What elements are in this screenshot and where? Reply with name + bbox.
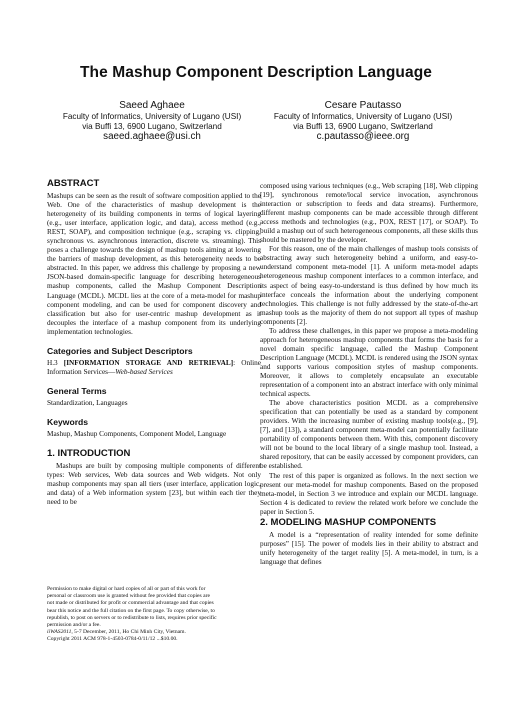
introduction-text: Mashups are built by composing multiple components of different types: Web services, Web data sources and Web widgets. Not only mashup components may span all tiers (user interface, application logic, and data) of a Web information system [23], but within each tier they need to be [47,461,261,507]
author-email: c.pautasso@ieee.org [316,131,410,142]
keywords-heading: Keywords [47,416,89,427]
section-2-text: A model is a “representation of reality intended for some definite purposes” [15]. The power of models lies in their ability to abstract and unify heterogeneity of the target reality [5]. A meta-model, in turn, is a language that defines [260,530,478,566]
body-paragraph: The rest of this paper is organized as follows. In the next section we present our meta-model for mashup components. Based on the proposed meta-model, in Section 3 we introduce and explain our MCDL language. Section 4 is dedicated to review the related work before we conclude the paper in Section 5. [260,471,478,516]
categories-heading: Categories and Subject Descriptors [47,345,193,356]
author-affiliation: Faculty of Informatics, University of Lugano (USI) [62,112,242,121]
author-block-1 [52,100,252,143]
keywords-text: Mashup, Mashup Components, Component Model, Language [47,429,227,438]
abstract-heading: ABSTRACT [47,178,100,189]
author-name: Cesare Pautasso [324,100,402,111]
general-terms-heading: General Terms [47,385,107,396]
permission-line: Permission to make digital or hard copies of all or part of this work for [47,586,206,592]
introduction-heading: 1. INTRODUCTION [47,447,131,459]
body-paragraph: To address these challenges, in this paper we propose a meta-modeling approach for heterogeneous mashup components that forms the basis for a novel domain specific language, called the Mashup Component Description Language (MCDL). MCDL is rendered using the JSON syntax and supports various composition styles of mashup components. Moreover, it allows to completely encapsulate an executable representation of a component into an abstract interface with only minimal technical aspects. [260,326,478,399]
categories-text [47,359,261,377]
permission-line: not made or distributed for profit or commercial advantage and that copies [47,600,214,607]
section-2-heading: 2. MODELING MASHUP COMPONENTS [260,516,437,528]
author-affiliation: Faculty of Informatics, University of Lugano (USI) [273,112,453,121]
abstract-text: Mashups can be seen as the result of software composition applied to the Web. One of the characteristics of mashup development is the heterogeneity of its building components in terms of logical layering (e.g., user interface, application logic, and data), access method (e.g., REST, SOAP), and composition technique (e.g., scraping vs. clipping, synchronous vs. asynchronous interaction, discrete vs. streaming). This poses a challenge towards the design of mashup tools aiming at lowering the barriers of mashup development, as this heterogeneity needs to be abstracted. In this paper, we address this challenge by proposing a new JSON-based domain-specific language for describing heterogeneous mashup components, called the Mashup Component Description Language (MCDL). MCDL lies at the core of a meta-model for mashup component modeling, and can be used for component discovery and classification but also for user-centric mashup development as it decouples the interface of a mashup component from its underlying implementation technologies. [47,192,261,336]
general-terms-text: Standardization, Languages [47,398,128,407]
author-address: via Buffi 13, 6900 Lugano, Switzerland [293,121,433,131]
category-code: H.3 [47,358,58,367]
copyright-line: Copyright 2011 ACM 978-1-4503-0784-0/11/12 ...$10.00. [47,636,178,643]
conference-line [47,629,261,636]
author-email: saeed.aghaee@usi.ch [103,131,201,142]
permission-line: permission and/or a fee. [47,622,101,629]
category-bold: [INFORMATION STORAGE AND RETRIEVAL] [63,358,234,367]
permission-line: bear this notice and the full citation on the first page. To copy otherwise, to [47,607,215,614]
body-paragraph: For this reason, one of the main challenges of mashup tools consists of abstracting away such heterogeneity behind a uniform, and easy-to-understand component meta-model [1]. A uniform meta-model adapts heterogeneous mashup component interfaces to a common interface, and its aspect of being easy-to-understand is thus defined by how much its interface conceals the information about the underlying component technologies. This challenge is not fully addressed by the state-of-the-art mashup tools as the majority of them do not support all types of mashup components [2]. [260,245,478,326]
right-column [260,182,478,567]
author-address: via Buffi 13, 6900 Lugano, Switzerland [82,121,222,131]
conference-name: iiWAS2011, [47,629,73,636]
category-italic: Web-based Services [115,367,173,376]
body-paragraph: composed using various techniques (e.g., Web scraping [18], Web clipping [19], synchronous remote/local service invocation, asynchronous interaction or subscription to feeds and data streams). Furthermore, different mashup components can be made accessible through different access methods and technologies (e.g., POX, REST [17], or SOAP). To build a mashup out of such heterogeneous components, all these skills thus should be mastered by the developer. [260,182,478,245]
paper-title: The Mashup Component Description Language [79,64,432,81]
author-block-2 [263,100,463,143]
category-rest: : Online Information Services— [47,358,261,376]
permission-notice [47,586,261,644]
body-paragraph: The above characteristics position MCDL as a comprehensive specification that can potentially be used as a standard by component providers. With the increasing number of existing mashup tools(e.g., [9], [7], and [13]), a standard component meta-model can potentially facilitate portability of components between them. With this, component discovery will not be bound to the local library of a single mashup tool. Instead, a shared repository, that can be easily accessed by component providers, can be established. [260,399,478,471]
permission-line: republish, to post on servers or to redistribute to lists, requires prior specific [47,614,217,621]
author-name: Saeed Aghaee [119,100,185,111]
left-column [47,178,261,507]
permission-line: personal or classroom use is granted without fee provided that copies are [47,593,210,600]
conference-details: 5-7 December, 2011, Ho Chi Minh City, Vietnam. [72,629,186,636]
